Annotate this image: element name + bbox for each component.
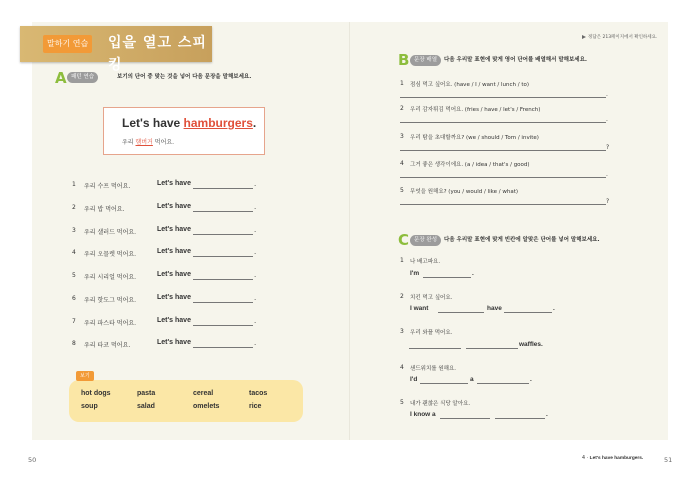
section-c-instruction: 다음 우리말 표현에 맞게 빈칸에 알맞은 단어를 넣어 말해보세요.: [444, 237, 600, 243]
section-b-letter: B: [398, 51, 410, 69]
a-item-number: 5: [72, 272, 76, 279]
c-item-korean: 나 배고파요.: [410, 259, 441, 265]
section-a-tag: 패턴 연습: [67, 72, 98, 83]
a-item-korean: 우리 파스타 먹어요.: [84, 320, 137, 327]
c-item-text: waffles.: [519, 341, 543, 348]
example-ko-prefix: 우리: [122, 139, 136, 146]
a-item-korean: 우리 수프 먹어요.: [84, 183, 131, 190]
b-item-number: 1: [400, 80, 404, 87]
lesson-banner: [20, 26, 212, 73]
a-item-number: 6: [72, 295, 76, 302]
answer-blank[interactable]: [193, 302, 253, 303]
a-item-korean: 우리 샐러드 먹어요.: [84, 229, 137, 236]
c-item-korean: 치킨 먹고 싶어요.: [410, 295, 453, 301]
a-item-korean: 우리 밥 먹어요.: [84, 206, 125, 213]
a-item-number: 2: [72, 204, 76, 211]
a-item-korean: 우리 오믈렛 먹어요.: [84, 251, 137, 258]
c-item-number: 4: [400, 364, 404, 371]
b-item-prompt: 점심 먹고 싶어요. (have / I / want / lunch / to): [410, 82, 530, 88]
c-item-text: I want: [410, 305, 429, 312]
answer-blank[interactable]: [420, 383, 468, 384]
a-item-english: Let's have: [157, 203, 191, 210]
a-item-number: 8: [72, 340, 76, 347]
a-item-period: .: [254, 203, 257, 211]
triangle-icon: [582, 35, 586, 39]
example-translation: [122, 137, 174, 146]
chapter-title: Let's have hamburgers.: [589, 456, 644, 461]
answer-line[interactable]: [400, 204, 606, 205]
answer-line[interactable]: [400, 97, 606, 98]
word-option: rice: [249, 403, 262, 410]
word-option: omelets: [193, 403, 220, 410]
a-item-number: 3: [72, 227, 76, 234]
example-suffix: .: [252, 116, 257, 130]
word-option: soup: [81, 403, 98, 410]
a-item-english: Let's have: [157, 226, 191, 233]
running-footer: [582, 456, 643, 461]
b-item-punct: ?: [606, 198, 610, 205]
example-box: [103, 107, 265, 155]
answer-blank[interactable]: [438, 312, 484, 313]
c-item-korean: 내가 괜찮은 식당 알아요.: [410, 401, 471, 407]
a-item-english: Let's have: [157, 180, 191, 187]
a-item-korean: 우리 시리얼 먹어요.: [84, 274, 137, 281]
a-item-number: 1: [72, 181, 76, 188]
b-item-punct: ?: [606, 144, 610, 151]
section-a-instruction: 보기의 단어 중 맞는 것을 넣어 다음 문장을 말해보세요.: [117, 74, 252, 80]
c-item-text: a: [470, 376, 474, 383]
answer-blank[interactable]: [440, 418, 490, 419]
section-b-instruction: 다음 우리말 표현에 맞게 영어 단어를 배열해서 말해보세요.: [444, 57, 588, 63]
word-option: salad: [137, 403, 155, 410]
c-item-number: 2: [400, 293, 404, 300]
c-item-text: .: [472, 270, 474, 277]
a-item-english: Let's have: [157, 271, 191, 278]
a-item-korean: 우리 핫도그 먹어요.: [84, 297, 137, 304]
answer-blank[interactable]: [193, 188, 253, 189]
a-item-english: Let's have: [157, 248, 191, 255]
word-option: pasta: [137, 390, 156, 397]
word-option: tacos: [249, 390, 268, 397]
page-title: 입을 열고 스피킹: [108, 35, 207, 73]
answer-blank[interactable]: [477, 383, 529, 384]
c-item-text: I know a: [410, 411, 436, 418]
c-item-text: .: [553, 305, 555, 312]
a-item-english: Let's have: [157, 294, 191, 301]
example-highlight: hamburgers: [183, 116, 253, 130]
word-option: cereal: [193, 390, 214, 397]
b-item-punct: .: [606, 171, 608, 178]
a-item-number: 4: [72, 249, 76, 256]
a-item-period: .: [254, 271, 257, 279]
b-item-prompt: 그거 좋은 생각이에요. (a / idea / that's / good): [410, 162, 530, 168]
c-item-number: 1: [400, 257, 404, 264]
c-item-text: I'd: [410, 376, 418, 383]
answer-blank[interactable]: [193, 279, 253, 280]
word-box: [69, 380, 303, 422]
b-item-punct: .: [606, 91, 608, 98]
c-item-text: I'm: [410, 270, 420, 277]
c-item-korean: 샌드위치를 원해요.: [410, 366, 457, 372]
example-ko-highlight: 햄버거: [135, 139, 153, 146]
b-item-number: 4: [400, 160, 404, 167]
word-box-tag: 보기: [76, 371, 94, 381]
c-item-number: 3: [400, 328, 404, 335]
answer-blank[interactable]: [193, 256, 253, 257]
section-c-tag: 문장 완성: [410, 235, 441, 246]
c-item-text: .: [546, 411, 548, 418]
section-b-tag: 문장 배열: [410, 55, 441, 66]
banner-tag: 말하기 연습: [43, 35, 92, 53]
b-item-number: 5: [400, 187, 404, 194]
page-number-left: 50: [28, 456, 37, 464]
section-a-letter: A: [55, 69, 67, 87]
example-prefix: Let's have: [122, 116, 184, 130]
c-item-text: .: [530, 376, 532, 383]
answer-blank[interactable]: [495, 418, 545, 419]
answer-blank[interactable]: [193, 325, 253, 326]
a-item-period: .: [254, 226, 257, 234]
answer-hint: [582, 34, 657, 40]
b-item-prompt: 우리 감자튀김 먹어요. (fries / have / let's / French): [410, 107, 541, 113]
answer-blank[interactable]: [423, 277, 471, 278]
b-item-number: 3: [400, 133, 404, 140]
a-item-period: .: [254, 317, 257, 325]
a-item-period: .: [254, 180, 257, 188]
chapter-number: 4 ·: [582, 456, 590, 461]
b-item-punct: .: [606, 116, 608, 123]
answer-blank[interactable]: [193, 234, 253, 235]
c-item-korean: 우리 와플 먹어요.: [410, 330, 453, 336]
c-item-text: have: [487, 305, 502, 312]
b-item-number: 2: [400, 105, 404, 112]
a-item-period: .: [254, 248, 257, 256]
answer-blank[interactable]: [409, 348, 461, 349]
page-gutter: [349, 22, 350, 440]
word-option: hot dogs: [81, 390, 111, 397]
example-ko-suffix: 먹어요.: [152, 139, 175, 146]
a-item-number: 7: [72, 318, 76, 325]
answer-blank[interactable]: [193, 211, 253, 212]
a-item-period: .: [254, 339, 257, 347]
answer-blank[interactable]: [466, 348, 518, 349]
b-item-prompt: 우리 탐을 초대할까요? (we / should / Tom / invite): [410, 135, 539, 141]
answer-line[interactable]: [400, 122, 606, 123]
section-c-letter: C: [398, 231, 410, 249]
a-item-english: Let's have: [157, 339, 191, 346]
answer-line[interactable]: [400, 150, 606, 151]
answer-line[interactable]: [400, 177, 606, 178]
a-item-period: .: [254, 294, 257, 302]
example-sentence: [122, 116, 256, 130]
b-item-prompt: 무엇을 원해요? (you / would / like / what): [410, 189, 519, 195]
c-item-number: 5: [400, 399, 404, 406]
a-item-english: Let's have: [157, 317, 191, 324]
answer-blank[interactable]: [193, 347, 253, 348]
page-number-right: 51: [664, 456, 673, 464]
answer-blank[interactable]: [504, 312, 552, 313]
a-item-korean: 우리 타코 먹어요.: [84, 342, 131, 349]
answer-hint-text: 정답은 213페이지에서 확인하세요.: [588, 35, 658, 40]
